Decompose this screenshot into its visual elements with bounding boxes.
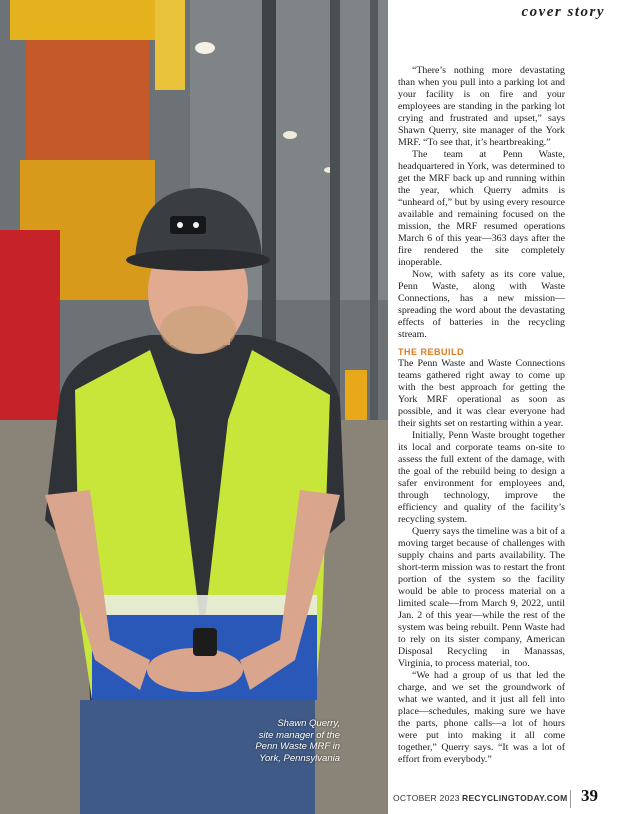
paragraph: “We had a group of us that led the charge, and we set the groundwork of what we wanted, and it just all fell into place—schedules, making sure we have the parts, phone calls—a lot of hours were put into making it all come together,” Querry says. “It was a lot of effort from everybody.” <box>398 670 565 765</box>
issue-date: OCTOBER 2023 <box>393 793 460 803</box>
headlamp-icon <box>170 216 206 234</box>
headlamp-light <box>177 222 183 228</box>
website-link[interactable]: RECYCLINGTODAY.COM <box>462 793 568 803</box>
paragraph: The Penn Waste and Waste Connections teams gathered right away to come up with the best approach for getting the York MRF operational as soon as possible, and it was clear everyone had their sights set on restarting within a year. <box>398 358 565 429</box>
page-number: 39 <box>581 786 598 805</box>
paragraph: “There’s nothing more devastating than when you pull into a parking lot and your facility is on fire and your employees are standing in the parking lot crying and frustrated and upset,” says Shawn Querry, site manager of the York MRF. “To see that, it’s heartbreaking.” <box>398 65 565 148</box>
caption-line: site manager of the <box>258 729 340 741</box>
paragraph: Initially, Penn Waste brought together its local and corporate teams on-site to assess the full extent of the damage, with the goal of the rebuild being to design a safer environment for employees and, through technology, improve the efficiency and quality of the facility’s recycling system. <box>398 430 565 525</box>
paragraph: Now, with safety as its core value, Penn Waste, along with Waste Connections, has a new mission—spreading the word about the devastating effects of batteries in the recycling stream. <box>398 269 565 340</box>
ceiling-light <box>283 131 297 139</box>
caption-line: Penn Waste MRF in <box>255 741 340 752</box>
footer-divider <box>570 790 571 808</box>
ceiling-light <box>195 42 215 54</box>
beard <box>160 306 236 354</box>
page-footer <box>390 786 627 814</box>
section-label: cover story <box>521 4 605 20</box>
subhead: THE REBUILD <box>398 347 464 357</box>
watch-icon <box>193 628 217 656</box>
machinery-red <box>0 230 60 450</box>
steel-column <box>330 0 340 420</box>
caption-line: Shawn Querry, <box>277 718 340 729</box>
hard-hat-brim <box>126 249 270 271</box>
photo-caption <box>220 718 340 764</box>
headlamp-light <box>193 222 199 228</box>
article-body <box>398 65 565 766</box>
machinery-yellow <box>155 0 185 90</box>
paragraph: The team at Penn Waste, headquartered in York, was determined to get the MRF back up and running within the year, which Querry admits is “unheard of,” but by using every resource available and remaining focused on the mission, the MRF resumed operations March 6 of this year—363 days after the fire rendered the site completely inoperable. <box>398 149 565 268</box>
caption-line: York, Pennsylvania <box>259 752 340 764</box>
machinery-yellow <box>10 0 160 40</box>
paragraph: Querry says the timeline was a bit of a moving target because of challenges with supply chains and parts availability. The short-term mission was to restart the front portion of the system so the facility would be able to process material on a limited scale—from March 9, 2022, until Jan. 2 of this year—while the rest of the system was being rebuilt. Penn Waste had to rely on its sister company, American Disposal Recycling in Manassas, Virginia, to process material, too. <box>398 526 565 669</box>
steel-column <box>370 0 378 420</box>
vest-reflective-stripe <box>92 595 317 617</box>
machinery-red <box>25 40 150 160</box>
